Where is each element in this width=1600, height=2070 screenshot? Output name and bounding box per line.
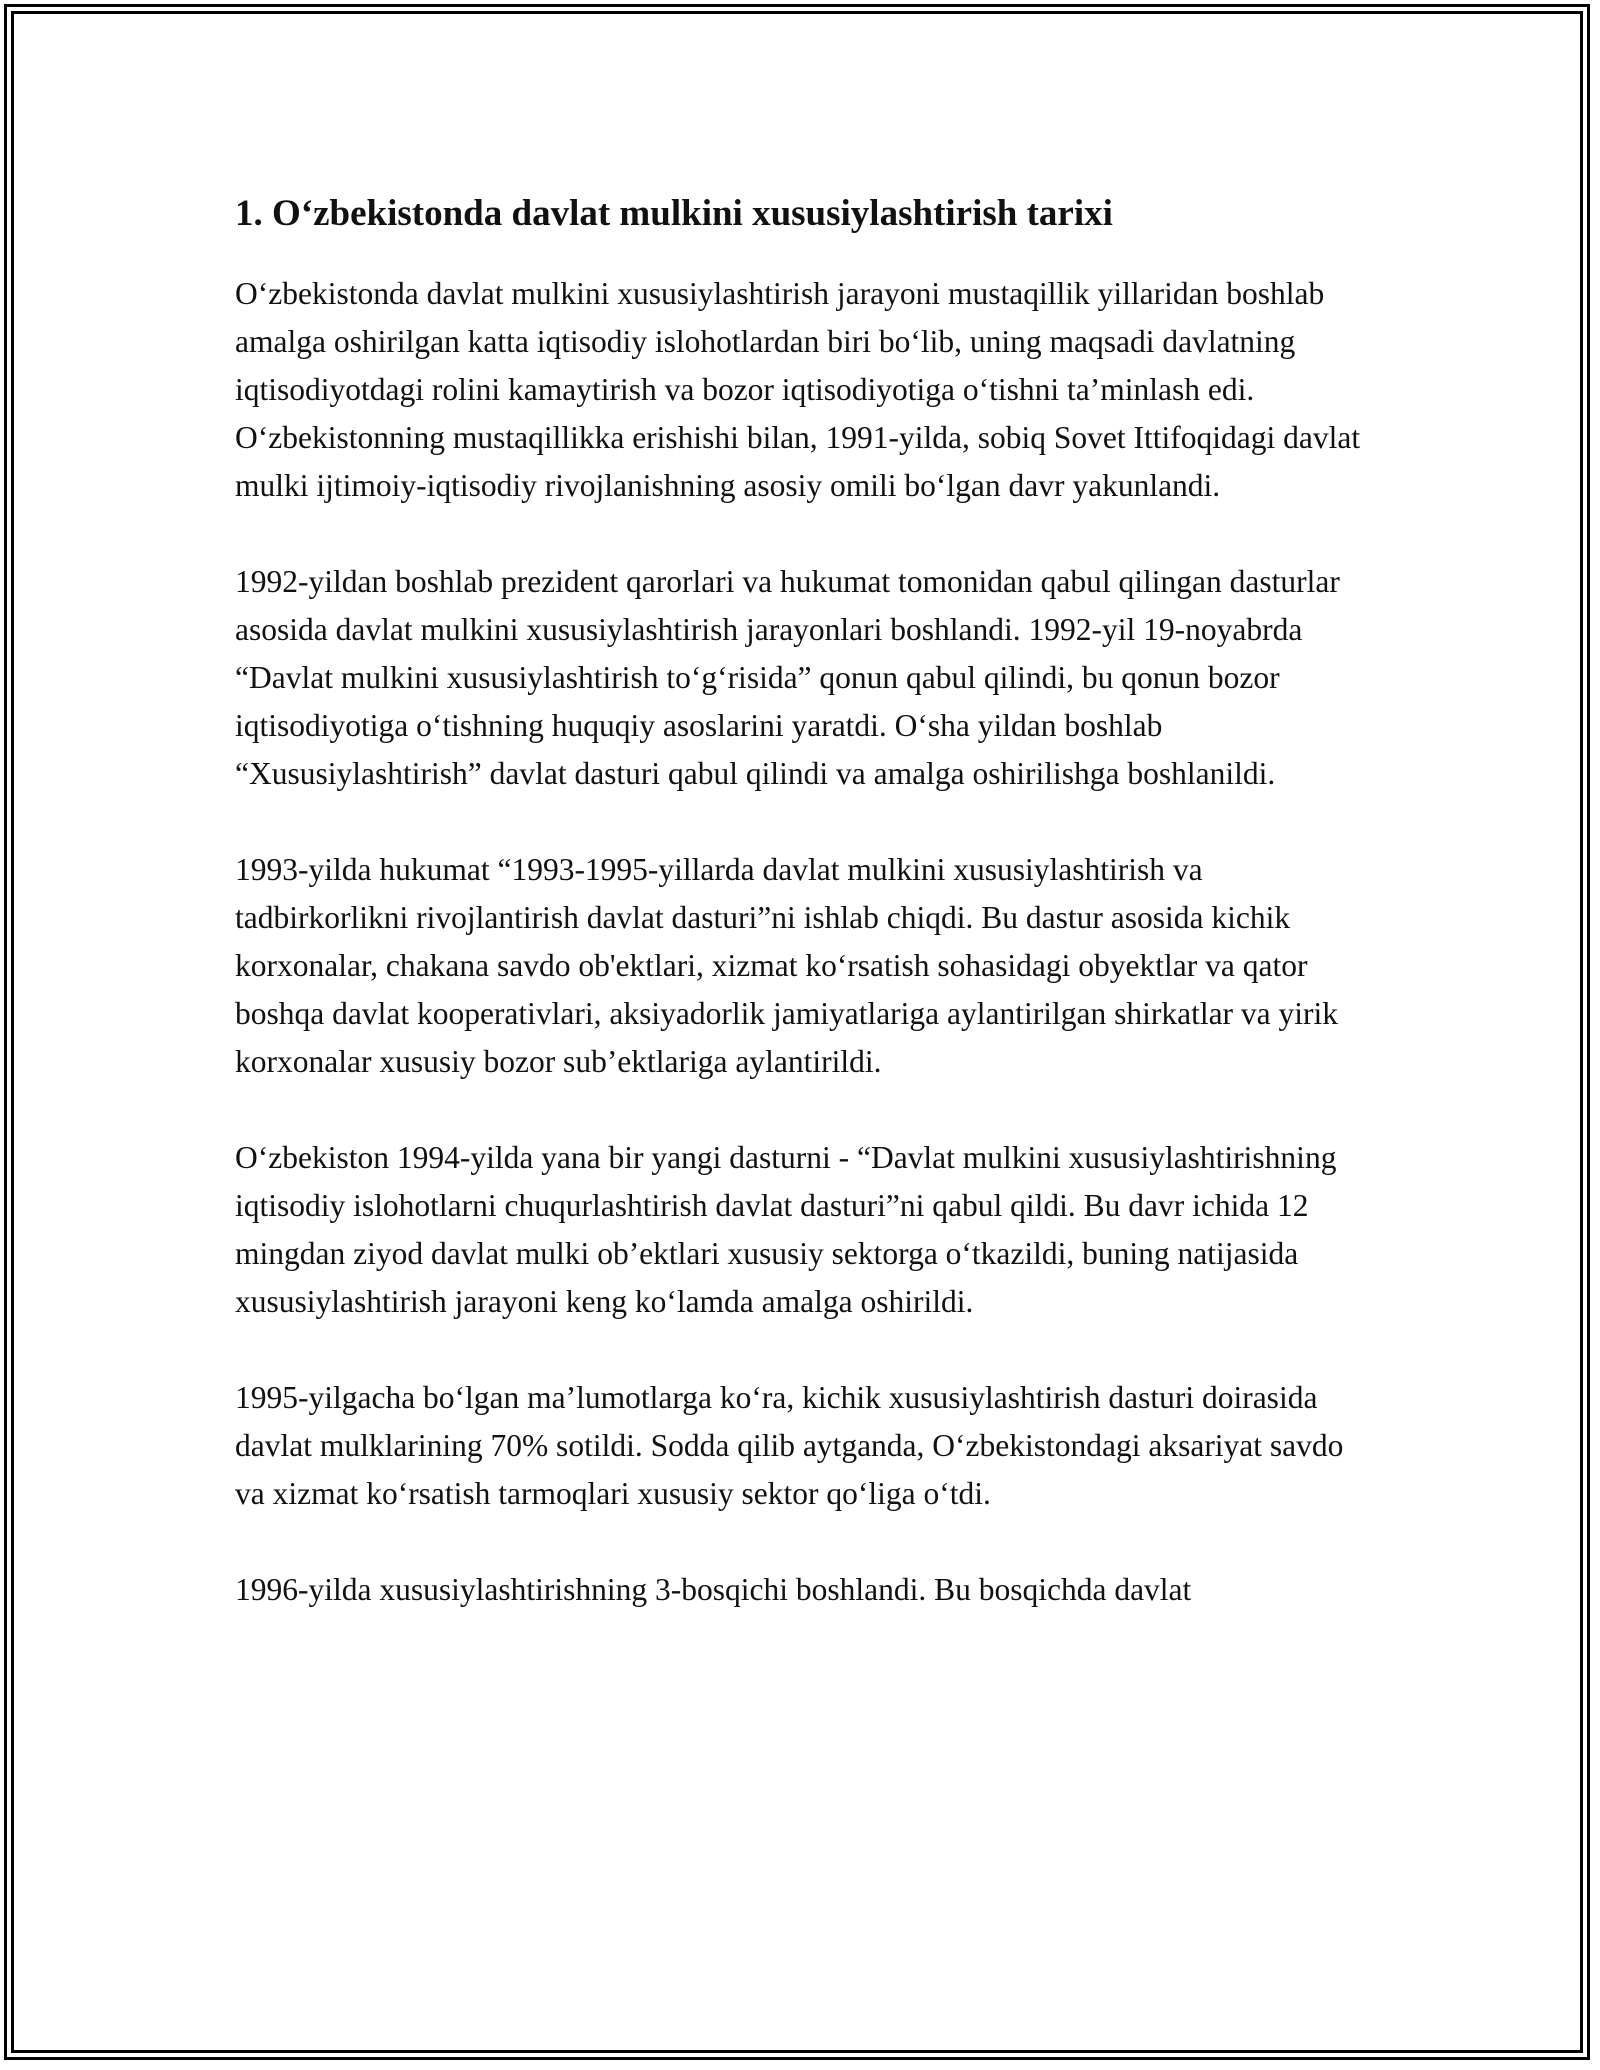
document-body [235, 186, 1375, 1662]
paragraph-6: 1996-yilda xususiylashtirishning 3-bosqichi boshlandi. Bu bosqichda davlat [235, 1572, 1192, 1607]
paragraph-1: O‘zbekistonda davlat mulkini xususiylashtirish jarayoni mustaqillik yillaridan boshlab amalga oshirilgan katta iqtisodiy islohotlardan biri bo‘lib, uning maqsadi davlatning iqtisodiyotdagi rolini kamaytirish va bozor iqtisodiyotiga o‘tishni ta’minlash edi. O‘zbekistonning mustaqillikka erishishi bilan, 1991-yilda, sobiq Sovet Ittifoqidagi davlat mulki ijtimoiy-iqtisodiy rivojlanishning asosiy omili bo‘lgan davr yakunlandi. [235, 276, 1361, 503]
paragraph-2: 1992-yildan boshlab prezident qarorlari va hukumat tomonidan qabul qilingan dasturlar asosida davlat mulkini xususiylashtirish jarayonlari boshlandi. 1992-yil 19-noyabrda “Davlat mulkini xususiylashtirish to‘g‘risida” qonun qabul qilindi, bu qonun bozor iqtisodiyotiga o‘tishning huquqiy asoslarini yaratdi. O‘sha yildan boshlab “Xususiylashtirish” davlat dasturi qabul qilindi va amalga oshirilishga boshlanildi. [235, 564, 1340, 791]
paragraph-4: O‘zbekiston 1994-yilda yana bir yangi dasturni - “Davlat mulkini xususiylashtirishning iqtisodiy islohotlarni chuqurlashtirish davlat dasturi”ni qabul qildi. Bu davr ichida 12 mingdan ziyod davlat mulki ob’ektlari xususiy sektorga o‘tkazildi, buning natijasida xususiylashtirish jarayoni keng ko‘lamda amalga oshirildi. [235, 1140, 1337, 1319]
section-heading: 1. O‘zbekistonda davlat mulkini xususiylashtirish tarixi [235, 193, 1113, 234]
paragraph-3: 1993-yilda hukumat “1993-1995-yillarda davlat mulkini xususiylashtirish va tadbirkorlikni rivojlantirish davlat dasturi”ni ishlab chiqdi. Bu dastur asosida kichik korxonalar, chakana savdo ob'ektlari, xizmat ko‘rsatish sohasidagi obyektlar va qator boshqa davlat kooperativlari, aksiyadorlik jamiyatlariga aylantirilgan shirkatlar va yirik korxonalar xususiy bozor sub’ektlariga aylantirildi. [235, 852, 1339, 1079]
paragraph-5: 1995-yilgacha bo‘lgan ma’lumotlarga ko‘ra, kichik xususiylashtirish dasturi doirasida davlat mulklarining 70% sotildi. Sodda qilib aytganda, O‘zbekistondagi aksariyat savdo va xizmat ko‘rsatish tarmoqlari xususiy sektor qo‘liga o‘tdi. [235, 1380, 1344, 1511]
